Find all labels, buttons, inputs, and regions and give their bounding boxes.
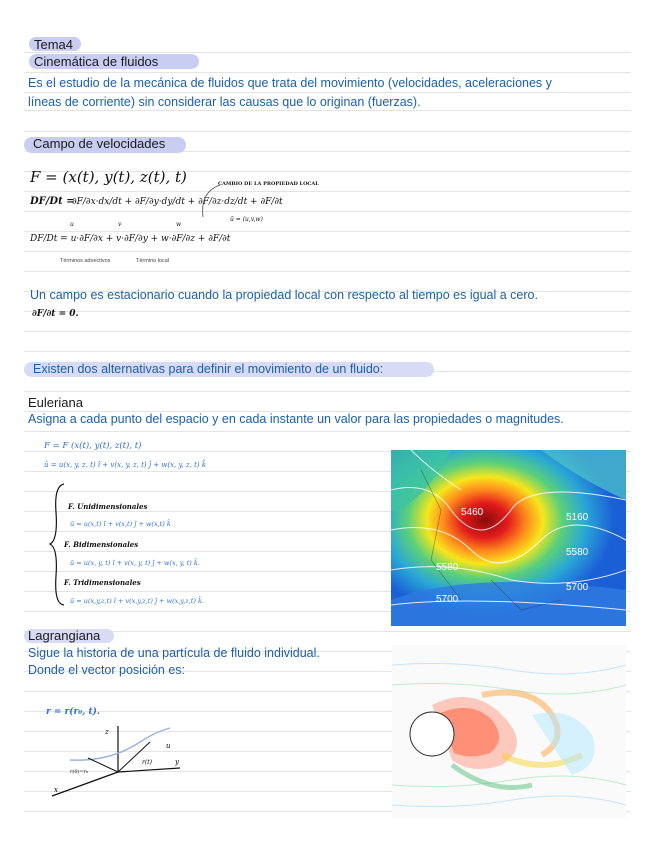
axis-z-label: z	[105, 728, 109, 736]
tema-label: Tema4	[34, 37, 74, 52]
euleriana-desc: Asigna a cada punto del espacio y en cada instante un valor para las propiedades o magnitudes.	[28, 412, 564, 426]
uni-title: F. Unidimensionales	[68, 502, 148, 511]
lagrangiana-heading: Lagrangiana	[28, 628, 101, 643]
map-label-5700-left: 5700	[436, 594, 459, 605]
page-title: Cinemática de fluidos	[34, 54, 159, 69]
mark-w: w	[176, 221, 182, 228]
bi-eq: ū = u(x, y, t) î + v(x, y, t) ĵ + w(x, y, t) k̂.	[70, 559, 200, 567]
bi-title: F. Bidimensionales	[64, 540, 139, 549]
axis-x-label: x	[54, 786, 58, 794]
eq-material-derivative-lhs: DF/Dt =	[30, 196, 75, 207]
intro-line-2: líneas de corriente) sin considerar las causas que lo originan (fuerzas).	[28, 95, 421, 109]
map-label-5700-right: 5700	[566, 582, 589, 593]
label-advective: Términos advectivos	[60, 258, 111, 264]
map-label-5580-left: 5580	[436, 562, 459, 573]
eq-material-derivative-expanded: DF/Dt = u·∂F/∂x + v·∂F/∂y + w·∂F/∂z + ∂F/∂t	[30, 234, 231, 244]
eq-material-derivative-rhs: ∂F/∂x·dx/dt + ∂F/∂y·dy/dt + ∂F/∂z·dz/dt + ∂F/∂t	[72, 197, 283, 207]
eul-eq-u: ū = u(x, y, z, t) î + v(x, y, z, t) ĵ + w(x, y, z, t) k̂	[44, 461, 207, 469]
map-label-5460-low: 5460	[461, 507, 484, 518]
uni-eq: ū = u(x,t) î + v(x,t) ĵ + w(x,t) k̂	[70, 520, 171, 528]
note-local-change: CAMBIO DE LA PROPIEDAD LOCAL	[218, 181, 319, 187]
rt-label: r(t)	[142, 759, 152, 766]
r0-label: r(0)=r₀	[70, 769, 89, 775]
position-vector-eq: r = r(r₀, t).	[46, 707, 101, 717]
axis-y-label: y	[175, 758, 179, 766]
lagrangiana-desc-1: Sigue la historia de una partícula de fluido individual.	[28, 646, 320, 660]
tri-eq: ū = u(x,y,z,t) î + v(x,y,z,t) ĵ + w(x,y,z,t) k̂.	[70, 597, 204, 605]
tri-title: F. Tridimensionales	[64, 578, 141, 587]
mark-v: v	[118, 221, 122, 228]
intro-line-1: Es el estudio de la mecánica de fluidos que trata del movimiento (velocidades, aceleraciones y	[28, 76, 552, 90]
mark-u: u	[70, 221, 74, 228]
map-label-5160: 5160	[566, 512, 589, 523]
eul-eq-F: F = F (x(t), y(t), z(t), t)	[44, 441, 142, 451]
vortex-flow-image	[392, 645, 626, 818]
u-vector: ū = (u,v,w)	[230, 216, 263, 223]
map-label-5580-right: 5580	[566, 547, 589, 558]
label-local: Término local	[136, 258, 170, 264]
velocity-heading: Campo de velocidades	[33, 136, 166, 151]
weather-map-image	[391, 450, 626, 626]
alternatives-text: Existen dos alternativas para definir el movimiento de un fluido:	[33, 362, 384, 376]
lagrangian-diagram	[40, 720, 200, 800]
local-change-arrow	[195, 182, 225, 222]
euleriana-heading: Euleriana	[28, 395, 83, 410]
lagrangiana-desc-2: Donde el vector posición es:	[28, 663, 186, 677]
stationary-eq: ∂F/∂t = 0.	[32, 309, 79, 319]
u-label: u	[166, 742, 171, 750]
eq-F-position: F = (x(t), y(t), z(t), t)	[30, 168, 187, 186]
stationary-text: Un campo es estacionario cuando la propiedad local con respecto al tiempo es igual a cero.	[30, 288, 538, 302]
